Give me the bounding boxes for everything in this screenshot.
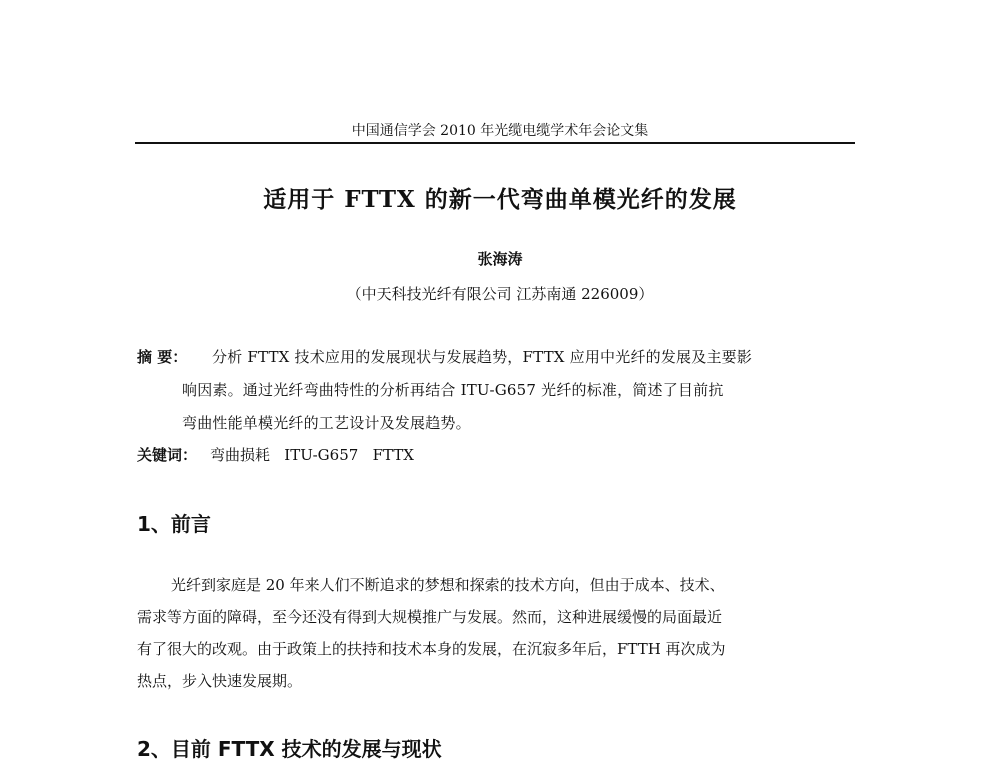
author-name: 张海涛	[477, 250, 523, 268]
section-heading-2: 2、目前 FTTX 技术的发展与现状	[137, 737, 442, 761]
paragraph-line: 需求等方面的障碍，至今还没有得到大规模推广与发展。然而，这种进展缓慢的局面最近	[137, 608, 723, 626]
abstract-line-2: 响因素。通过光纤弯曲特性的分析再结合 ITU-G657 光纤的标准，简述了目前抗	[182, 381, 724, 399]
paragraph-line: 有了很大的改观。由于政策上的扶持和技术本身的发展，在沉寂多年后，FTTH 再次成为	[137, 640, 726, 658]
running-header: 中国通信学会 2010 年光缆电缆学术年会论文集	[351, 123, 649, 139]
paragraph-line: 光纤到家庭是 20 年来人们不断追求的梦想和探索的技术方向，但由于成本、技术、	[171, 576, 725, 594]
abstract-line-3: 弯曲性能单模光纤的工艺设计及发展趋势。	[182, 414, 471, 432]
section-heading-1: 1、前言	[137, 512, 211, 536]
paper-title: 适用于 FTTX 的新一代弯曲单模光纤的发展	[263, 186, 737, 213]
keywords-text: 弯曲损耗 ITU-G657 FTTX	[210, 446, 414, 464]
abstract-line-1: 分析 FTTX 技术应用的发展现状与发展趋势，FTTX 应用中光纤的发展及主要影	[212, 348, 753, 366]
header-rule	[135, 142, 855, 144]
abstract-label: 摘 要：	[137, 348, 188, 366]
author-affiliation: （中天科技光纤有限公司 江苏南通 226009）	[346, 285, 654, 303]
paragraph-line: 热点，步入快速发展期。	[137, 672, 303, 690]
keywords-label: 关键词：	[137, 446, 198, 464]
